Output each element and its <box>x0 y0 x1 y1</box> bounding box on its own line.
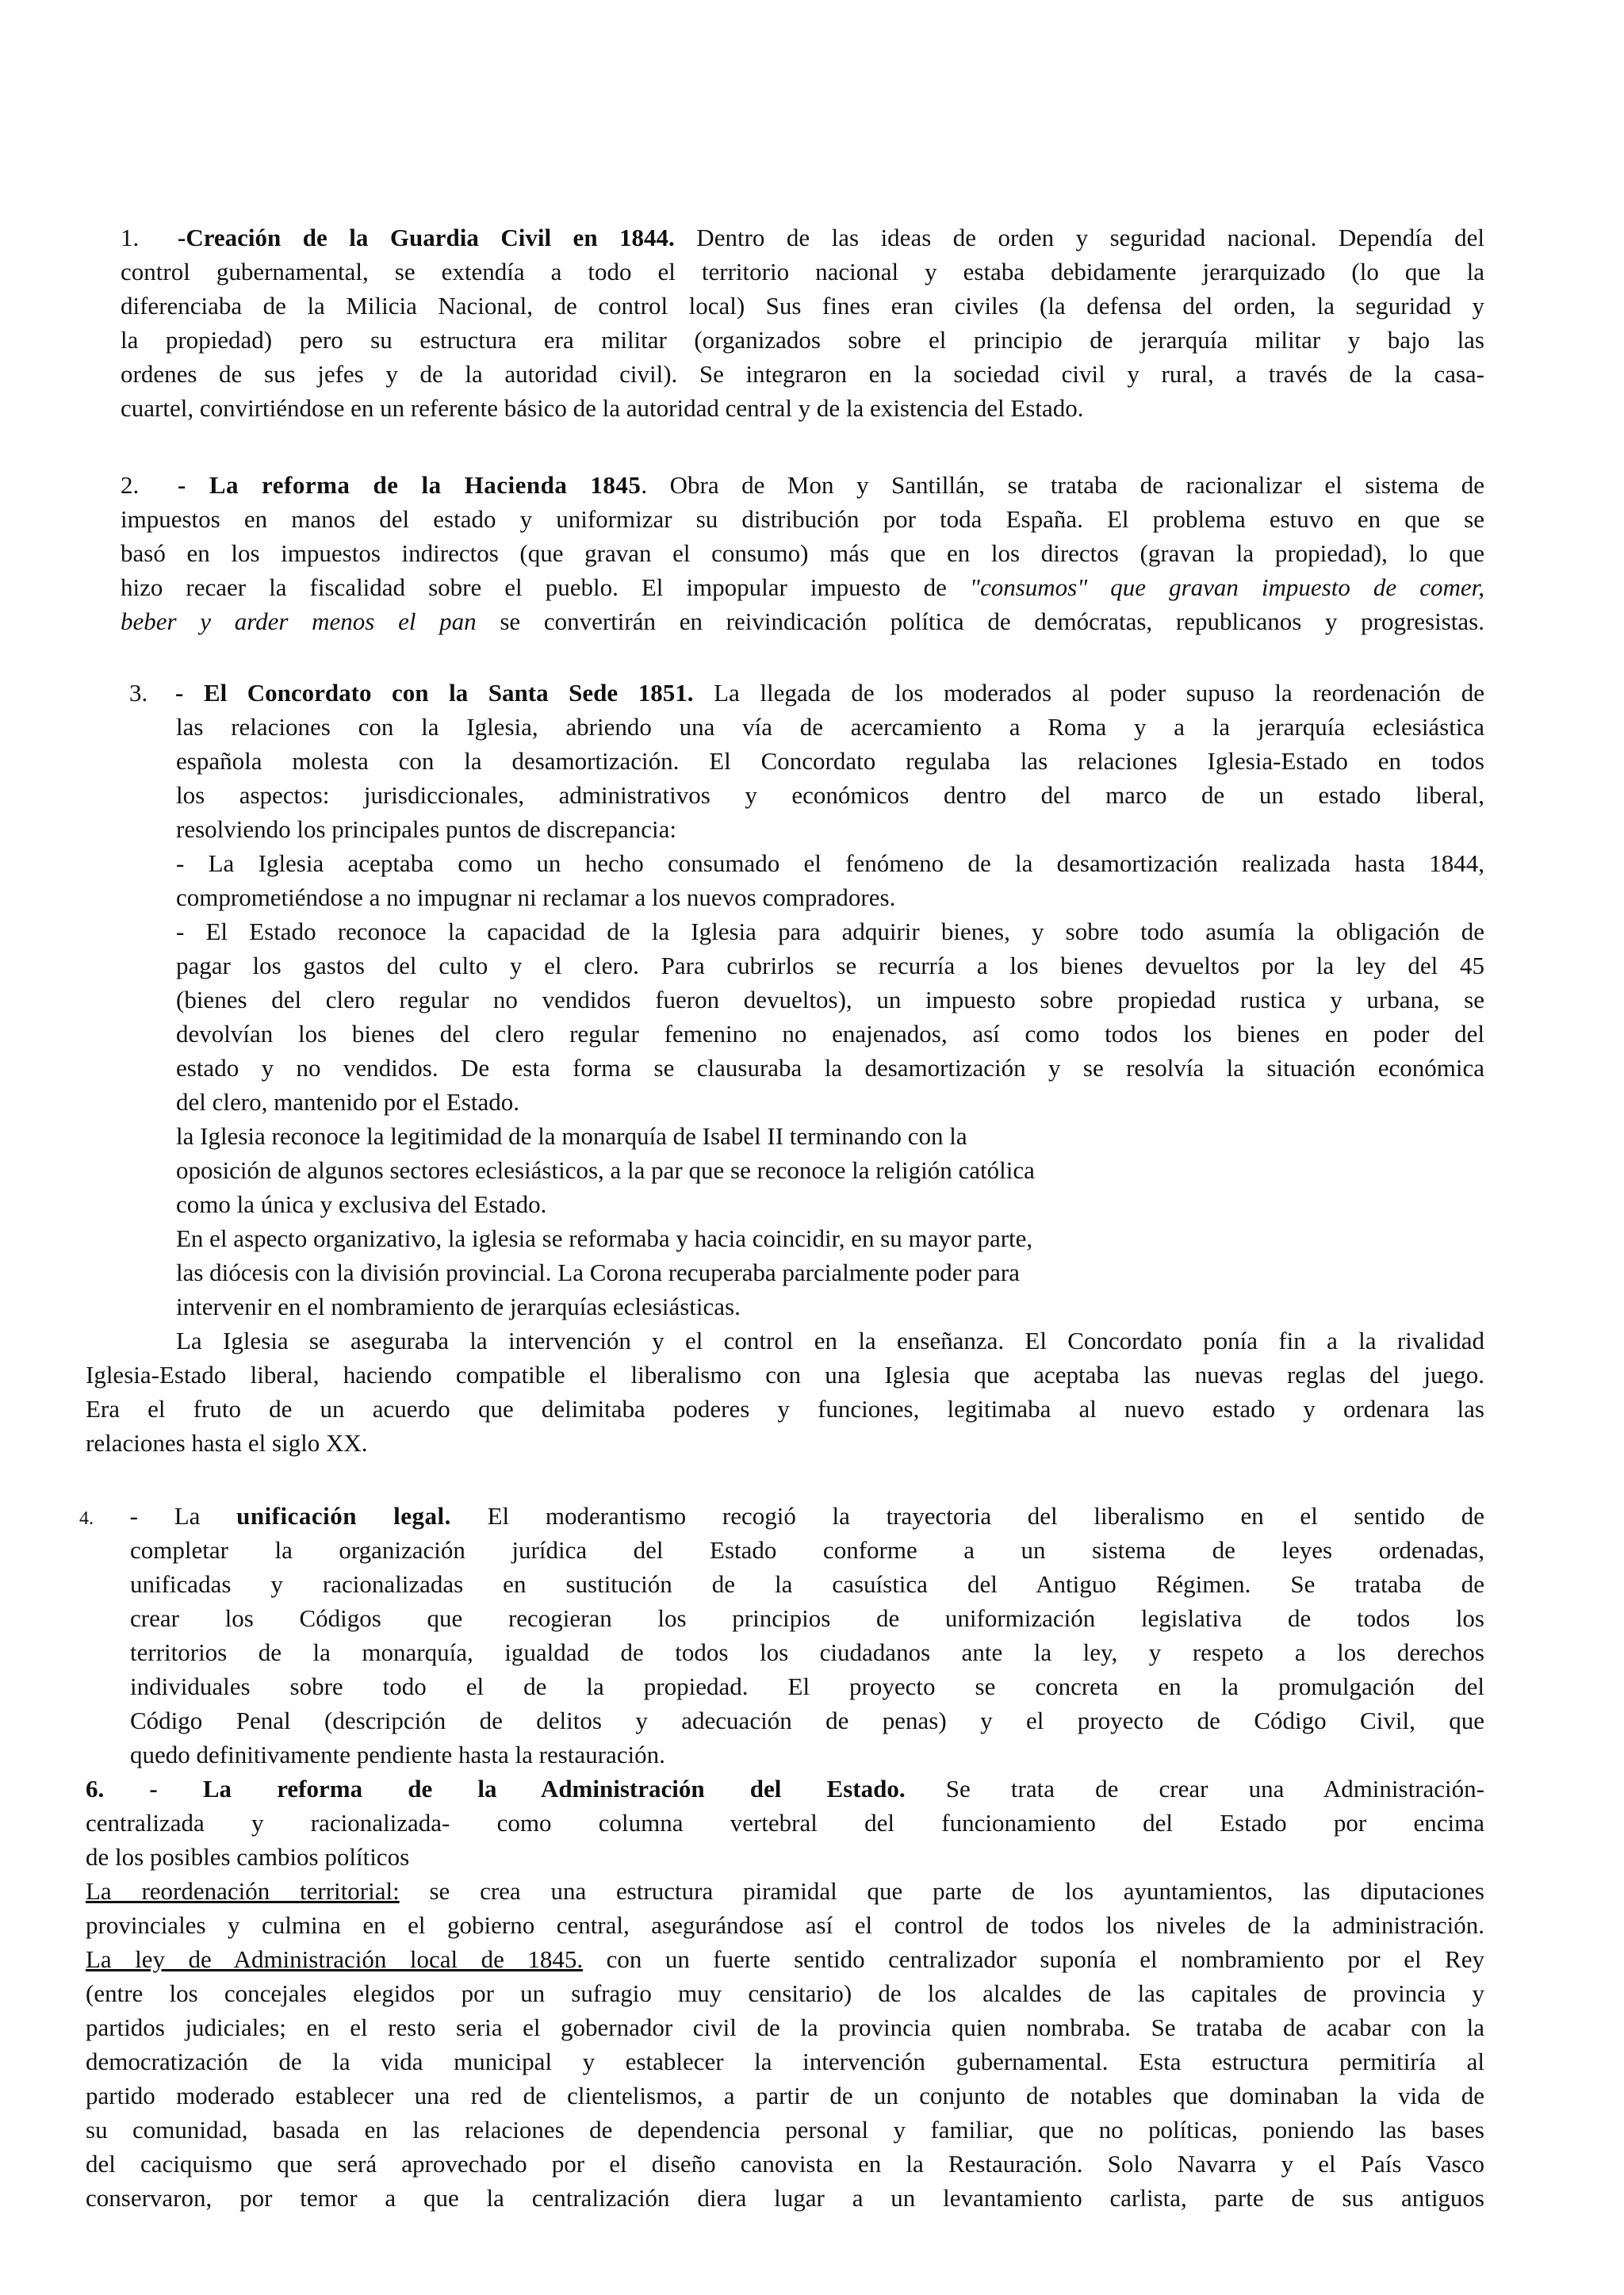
section-2-line: hizo recaer la fiscalidad sobre el pueblo. El impopular impuesto de "consumos" que gravan impuesto de comer, <box>121 573 1484 601</box>
section-4-line: quedo definitivamente pendiente hasta la restauración. <box>130 1741 665 1768</box>
section-6-heading: 6. - La reforma de la Administración del Estado. <box>86 1775 906 1803</box>
section-1-line: control gubernamental, se extendía a todo el territorio nacional y estaba debidamente jerarquizado (lo que la <box>121 258 1484 285</box>
section-6-line: (entre los concejales elegidos por un sufragio muy censitario) de los alcaldes de las capitales de provincia y <box>86 1979 1484 2007</box>
section-3-line: como la única y exclusiva del Estado. <box>176 1190 547 1218</box>
section-1-heading: -Creación de la Guardia Civil en 1844. <box>178 224 675 251</box>
section-3-line: comprometiéndose a no impugnar ni reclamar a los nuevos compradores. <box>176 883 896 911</box>
section-4-line: territorios de la monarquía, igualdad de todos los ciudadanos ante la ley, y respeto a los derechos <box>130 1638 1484 1666</box>
section-3-line: española molesta con la desamortización. El Concordato regulaba las relaciones Iglesia-Estado en todos <box>176 747 1484 775</box>
consumos-quote-end: beber y arder menos el pan <box>121 607 477 635</box>
local-admin-law-subheading: La ley de Administración local de 1845. <box>86 1945 584 1973</box>
section-3-line: (bienes del clero regular no vendidos fueron devueltos), un impuesto sobre propiedad rustica y urbana, se <box>176 986 1484 1013</box>
section-3-line: las diócesis con la división provincial. La Corona recuperaba parcialmente poder para <box>176 1259 1020 1286</box>
section-3-line: devolvían los bienes del clero regular femenino no enajenados, así como todos los bienes en poder del <box>176 1020 1484 1048</box>
section-6-line-1: 6. - La reforma de la Administración del Estado. Se trata de crear una Administración- <box>86 1775 1484 1803</box>
section-6 <box>86 1772 1484 2215</box>
section-1 <box>121 220 1484 425</box>
section-4-line: completar la organización jurídica del Estado conforme a un sistema de leyes ordenadas, <box>130 1536 1484 1564</box>
section-6-line: La ley de Administración local de 1845. con un fuerte sentido centralizador suponía el nombramiento por el Rey <box>86 1945 1484 1973</box>
section-3-bullet-2: - El Estado reconoce la capacidad de la Iglesia para adquirir bienes, y sobre todo asumía la obligación de <box>176 918 1484 945</box>
territorial-subheading: La reordenación territorial: <box>86 1877 400 1905</box>
section-3-line: del clero, mantenido por el Estado. <box>176 1088 520 1116</box>
section-2-number: 2. <box>121 471 140 499</box>
section-4-line: unificadas y racionalizadas en sustitución de la casuística del Antiguo Régimen. Se trataba de <box>130 1570 1484 1598</box>
section-3-line: los aspectos: jurisdiccionales, administrativos y económicos dentro del marco de un estado liberal, <box>176 781 1484 809</box>
section-3-bullet-1: - La Iglesia aceptaba como un hecho consumado el fenómeno de la desamortización realizada hasta 1844, <box>176 849 1484 877</box>
consumos-quote: "consumos" que gravan impuesto de comer, <box>969 573 1484 601</box>
section-3-line: La Iglesia se aseguraba la intervención y el control en la enseñanza. El Concordato ponía fin a la rivalidad <box>176 1327 1484 1354</box>
section-4-line: individuales sobre todo el de la propiedad. El proyecto se concreta en la promulgación del <box>130 1672 1484 1700</box>
section-6-line: partidos judiciales; en el resto seria el gobernador civil de la provincia quien nombraba. Se trataba de acabar con la <box>86 2013 1484 2041</box>
section-4-number: 4. <box>79 1508 94 1529</box>
section-1-line: la propiedad) pero su estructura era militar (organizados sobre el principio de jerarquía militar y bajo las <box>121 326 1484 354</box>
section-3-line: oposición de algunos sectores eclesiásticos, a la par que se reconoce la religión católica <box>176 1156 1035 1184</box>
section-3-tail <box>86 1358 1484 1460</box>
section-3-line: pagar los gastos del culto y el clero. Para cubrirlos se recurría a los bienes devueltos por la ley del 45 <box>176 952 1484 979</box>
section-3-body <box>176 710 1484 1358</box>
section-6-line: su comunidad, basada en las relaciones de dependencia personal y familiar, que no políticas, poniendo las bases <box>86 2116 1484 2144</box>
section-6-line: La reordenación territorial: se crea una estructura piramidal que parte de los ayuntamientos, las diputaciones <box>86 1877 1484 1905</box>
section-2-line-1: 2. - La reforma de la Hacienda 1845. Obra de Mon y Santillán, se trataba de racionalizar el sistema de <box>121 468 1484 502</box>
section-1-number: 1. <box>121 224 140 251</box>
section-2-line: basó en los impuestos indirectos (que gravan el consumo) más que en los directos (gravan la propiedad), lo que <box>121 539 1484 567</box>
section-6-line: conservaron, por temor a que la centralización diera lugar a un levantamiento carlista, parte de sus antiguos <box>86 2184 1484 2212</box>
section-4-body <box>130 1533 1484 1772</box>
section-3-tail-line: relaciones hasta el siglo XX. <box>86 1429 368 1457</box>
section-3-line: estado y no vendidos. De esta forma se clausuraba la desamortización y se resolvía la situación económica <box>176 1054 1484 1082</box>
section-4-line-1: 4. - La unificación legal. El moderantismo recogió la trayectoria del liberalismo en el sentido de <box>79 1499 1484 1536</box>
section-2-line: impuestos en manos del estado y uniformizar su distribución por toda España. El problema estuvo en que se <box>121 505 1484 533</box>
section-2-heading: - La reforma de la Hacienda 1845 <box>178 471 642 499</box>
section-4-line: Código Penal (descripción de delitos y adecuación de penas) y el proyecto de Código Civil, que <box>130 1707 1484 1734</box>
section-2-line: beber y arder menos el pan se convertirán en reivindicación política de demócratas, republicanos y progresistas. <box>121 607 1484 635</box>
section-6-line: centralizada y racionalizada- como columna vertebral del funcionamiento del Estado por encima <box>86 1809 1484 1837</box>
section-1-line: cuartel, convirtiéndose en un referente básico de la autoridad central y de la existencia del Estado. <box>121 394 1084 422</box>
section-6-line: partido moderado establecer una red de clientelismos, a partir de un conjunto de notables que dominaban la vida de <box>86 2082 1484 2109</box>
section-4-line: crear los Códigos que recogieran los principios de uniformización legislativa de todos los <box>130 1604 1484 1632</box>
section-4-heading: unificación legal. <box>236 1502 451 1530</box>
section-3-heading: - El Concordato con la Santa Sede 1851. <box>175 679 694 707</box>
section-3 <box>129 676 1484 710</box>
section-2 <box>121 468 1484 638</box>
section-3-line: la Iglesia reconoce la legitimidad de la monarquía de Isabel II terminando con la <box>176 1122 967 1150</box>
section-3-tail-line: Era el fruto de un acuerdo que delimitaba poderes y funciones, legitimaba al nuevo estado y ordenara las <box>86 1395 1484 1423</box>
section-6-line: de los posibles cambios políticos <box>86 1843 410 1871</box>
section-6-line: del caciquismo que será aprovechado por el diseño canovista en la Restauración. Solo Navarra y el País Vasco <box>86 2150 1484 2178</box>
section-3-line: resolviendo los principales puntos de discrepancia: <box>176 815 677 843</box>
section-1-line-1: 1. -Creación de la Guardia Civil en 1844. Dentro de las ideas de orden y seguridad nacional. Dependía del <box>121 220 1484 255</box>
section-6-line: provinciales y culmina en el gobierno central, asegurándose así el control de todos los niveles de la administración. <box>86 1911 1484 1939</box>
section-3-number: 3. <box>129 679 148 707</box>
section-6-line: democratización de la vida municipal y establecer la intervención gubernamental. Esta estructura permitiría al <box>86 2048 1484 2075</box>
section-3-tail-line: Iglesia-Estado liberal, haciendo compatible el liberalismo con una Iglesia que aceptaba las nuevas reglas del juego. <box>86 1361 1484 1389</box>
section-1-line: diferenciaba de la Milicia Nacional, de control local) Sus fines eran civiles (la defensa del orden, la seguridad y <box>121 292 1484 320</box>
section-4 <box>79 1499 1484 1536</box>
section-3-line: intervenir en el nombramiento de jerarquías eclesiásticas. <box>176 1293 741 1320</box>
section-3-line-1: 3. - El Concordato con la Santa Sede 1851. La llegada de los moderados al poder supuso la reordenación de <box>129 676 1484 710</box>
section-3-line: En el aspecto organizativo, la iglesia se reformaba y hacia coincidir, en su mayor parte, <box>176 1224 1033 1252</box>
section-3-line: las relaciones con la Iglesia, abriendo una vía de acercamiento a Roma y a la jerarquía eclesiástica <box>176 713 1484 741</box>
section-1-line: ordenes de sus jefes y de la autoridad civil). Se integraron en la sociedad civil y rural, a través de la casa- <box>121 360 1484 388</box>
